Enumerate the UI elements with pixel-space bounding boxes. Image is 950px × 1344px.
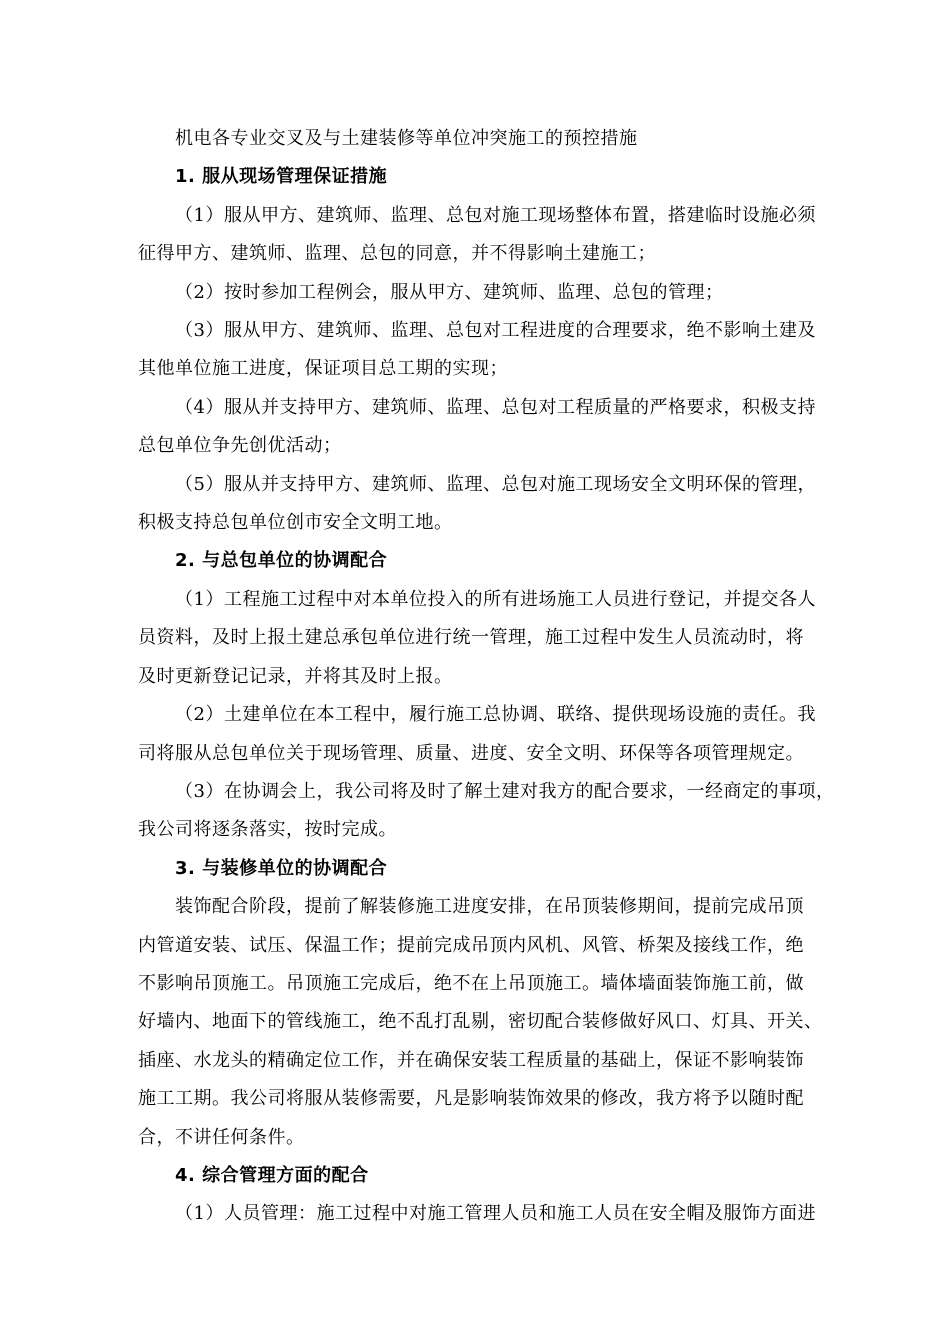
paragraph-line: （2）按时参加工程例会，服从甲方、建筑师、监理、总包的管理；	[175, 281, 724, 303]
paragraph-line: 内管道安装、试压、保温工作；提前完成吊顶内风机、风管、桥架及接线工作，绝	[138, 934, 804, 956]
paragraph-line: 好墙内、地面下的管线施工，绝不乱打乱剔，密切配合装修做好风口、灯具、开关、	[138, 1011, 823, 1033]
section-heading-4: 4. 综合管理方面的配合	[175, 1164, 369, 1186]
paragraph-line: 及时更新登记记录，并将其及时上报。	[138, 665, 453, 687]
section-heading-2: 2. 与总包单位的协调配合	[175, 550, 388, 572]
paragraph-line: 司将服从总包单位关于现场管理、质量、进度、安全文明、环保等各项管理规定。	[138, 742, 804, 764]
section-heading-1: 1. 服从现场管理保证措施	[175, 166, 388, 188]
paragraph-line: 征得甲方、建筑师、监理、总包的同意，并不得影响土建施工；	[138, 243, 656, 265]
paragraph-line: 积极支持总包单位创市安全文明工地。	[138, 512, 453, 534]
section-heading-3: 3. 与装修单位的协调配合	[175, 857, 388, 879]
paragraph-line: （1）服从甲方、建筑师、监理、总包对施工现场整体布置，搭建临时设施必须	[175, 204, 816, 226]
paragraph-line: （1）人员管理：施工过程中对施工管理人员和施工人员在安全帽及服饰方面进	[175, 1203, 816, 1225]
paragraph-line: 总包单位争先创优活动；	[138, 435, 342, 457]
paragraph-line: （3）服从甲方、建筑师、监理、总包对工程进度的合理要求，绝不影响土建及	[175, 320, 816, 342]
paragraph-line: 其他单位施工进度，保证项目总工期的实现；	[138, 358, 508, 380]
paragraph-line: （5）服从并支持甲方、建筑师、监理、总包对施工现场安全文明环保的管理，	[175, 473, 816, 495]
paragraph-line: 我公司将逐条落实，按时完成。	[138, 819, 397, 841]
paragraph-line: （4）服从并支持甲方、建筑师、监理、总包对工程质量的严格要求，积极支持	[175, 396, 816, 418]
paragraph-line: 合，不讲任何条件。	[138, 1126, 305, 1148]
paragraph-line: 员资料，及时上报土建总承包单位进行统一管理，施工过程中发生人员流动时，将	[138, 627, 804, 649]
paragraph-line: 施工工期。我公司将服从装修需要，凡是影响装饰效果的修改，我方将予以随时配	[138, 1088, 804, 1110]
paragraph-line: （2）土建单位在本工程中，履行施工总协调、联络、提供现场设施的责任。我	[175, 704, 816, 726]
paragraph-line: 插座、水龙头的精确定位工作，并在确保安装工程质量的基础上，保证不影响装饰	[138, 1049, 804, 1071]
paragraph-line: 不影响吊顶施工。吊顶施工完成后，绝不在上吊顶施工。墙体墙面装饰施工前，做	[138, 972, 804, 994]
paragraph-line: 装饰配合阶段，提前了解装修施工进度安排，在吊顶装修期间，提前完成吊顶	[175, 896, 804, 918]
paragraph-line: （3）在协调会上，我公司将及时了解土建对我方的配合要求，一经商定的事项，	[175, 780, 835, 802]
document-title: 机电各专业交叉及与土建装修等单位冲突施工的预控措施	[175, 128, 638, 149]
paragraph-line: （1）工程施工过程中对本单位投入的所有进场施工人员进行登记，并提交各人	[175, 588, 816, 610]
document-page	[138, 120, 850, 1234]
